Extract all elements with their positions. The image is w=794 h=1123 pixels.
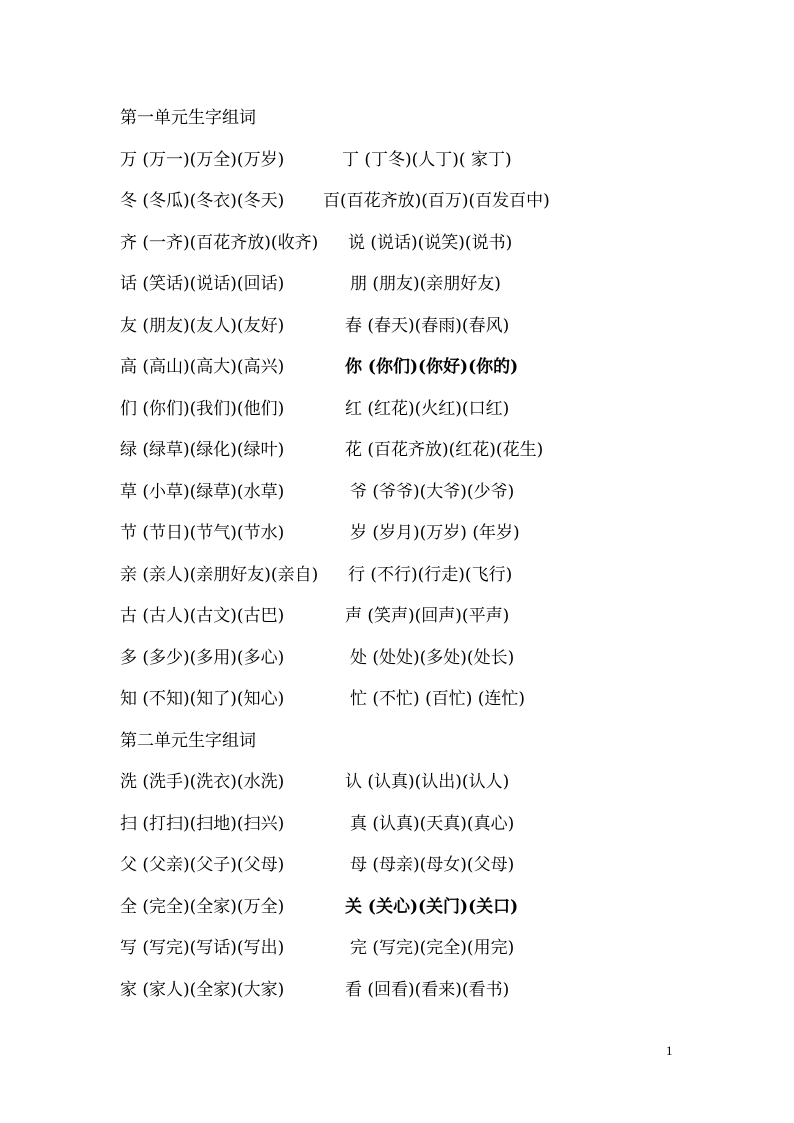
vocab-entry: 认 (认真)(认出)(认人) [345, 772, 510, 792]
vocab-entry: 草 (小草)(绿草)(水草) [120, 481, 285, 502]
vocab-entry: 关 (关心)(关门)(关口) [345, 896, 519, 917]
vocab-entry: 红 (红花)(火红)(口红) [345, 398, 510, 419]
unit2-row [120, 970, 680, 1012]
unit1-row [120, 555, 680, 597]
vocab-entry: 节 (节日)(节气)(节水) [120, 523, 285, 543]
unit2-row [120, 804, 680, 846]
vocab-entry: 多 (多少)(多用)(多心) [120, 647, 285, 668]
document-body [120, 98, 680, 1011]
vocab-entry: 花 (百花齐放)(红花)(花生) [345, 440, 544, 460]
vocab-entry: 看 (回看)(看来)(看书) [345, 979, 510, 1000]
vocab-entry: 扫 (打扫)(扫地)(扫兴) [120, 813, 285, 834]
unit1-row [120, 513, 680, 555]
unit1-row [120, 264, 680, 306]
vocab-entry: 知 (不知)(知了)(知心) [120, 689, 285, 709]
vocab-entry: 家 (家人)(全家)(大家) [120, 979, 285, 1000]
vocab-entry: 们 (你们)(我们)(他们) [120, 398, 285, 419]
vocab-entry: 洗 (洗手)(洗衣)(水洗) [120, 772, 285, 792]
vocab-entry: 爷 (爷爷)(大爷)(少爷) [350, 481, 515, 502]
unit1-row [120, 679, 680, 721]
vocab-entry: 朋 (朋友)(亲朋好友) [350, 274, 501, 294]
vocab-entry: 春 (春天)(春雨)(春风) [345, 315, 510, 336]
vocab-entry: 忙 (不忙) (百忙) (连忙) [350, 689, 526, 709]
page-number: 1 [666, 1043, 673, 1058]
unit2-row [120, 928, 680, 970]
unit1-row [120, 306, 680, 348]
vocab-entry: 处 (处处)(多处)(处长) [350, 647, 515, 668]
vocab-entry: 万 (万一)(万全)(万岁) [120, 149, 285, 170]
vocab-entry: 母 (母亲)(母女)(父母) [350, 855, 515, 875]
vocab-entry: 你 (你们)(你好)(你的) [345, 357, 519, 377]
vocab-entry: 说 (说话)(说笑)(说书) [348, 232, 513, 253]
vocab-entry: 岁 (岁月)(万岁) (年岁) [350, 523, 520, 543]
vocab-entry: 古 (古人)(古文)(古巴) [120, 606, 285, 626]
vocab-entry: 高 (高山)(高大)(高兴) [120, 357, 285, 377]
unit1-row [120, 181, 680, 223]
vocab-entry: 绿 (绿草)(绿化)(绿叶) [120, 440, 285, 460]
vocab-entry: 齐 (一齐)(百花齐放)(收齐) [120, 232, 319, 253]
unit2-row [120, 845, 680, 887]
vocab-entry: 友 (朋友)(友人)(友好) [120, 315, 285, 336]
vocab-entry: 冬 (冬瓜)(冬衣)(冬天) [120, 191, 285, 211]
unit1-row [120, 223, 680, 265]
unit1-row [120, 638, 680, 680]
vocab-entry: 声 (笑声)(回声)(平声) [345, 606, 510, 626]
unit2-row [120, 887, 680, 929]
unit2-row [120, 762, 680, 804]
vocab-entry: 亲 (亲人)(亲朋好友)(亲自) [120, 564, 319, 585]
vocab-entry: 真 (认真)(天真)(真心) [350, 813, 515, 834]
unit1-heading: 第一单元生字组词 [120, 108, 256, 128]
vocab-entry: 百(百花齐放)(百万)(百发百中) [323, 191, 550, 211]
unit1-row [120, 347, 680, 389]
vocab-entry: 行 (不行)(行走)(飞行) [348, 564, 513, 585]
unit2-heading: 第二单元生字组词 [120, 730, 256, 751]
vocab-entry: 父 (父亲)(父子)(父母) [120, 855, 285, 875]
unit1-row [120, 596, 680, 638]
vocab-entry: 丁 (丁冬)(人丁)( 家丁) [342, 149, 512, 170]
vocab-entry: 写 (写完)(写话)(写出) [120, 938, 285, 958]
vocab-entry: 全 (完全)(全家)(万全) [120, 896, 285, 917]
unit1-row [120, 430, 680, 472]
unit1-row [120, 472, 680, 514]
unit1-row [120, 389, 680, 431]
vocab-entry: 话 (笑话)(说话)(回话) [120, 274, 285, 294]
vocab-entry: 完 (写完)(完全)(用完) [350, 938, 515, 958]
unit1-row [120, 140, 680, 182]
